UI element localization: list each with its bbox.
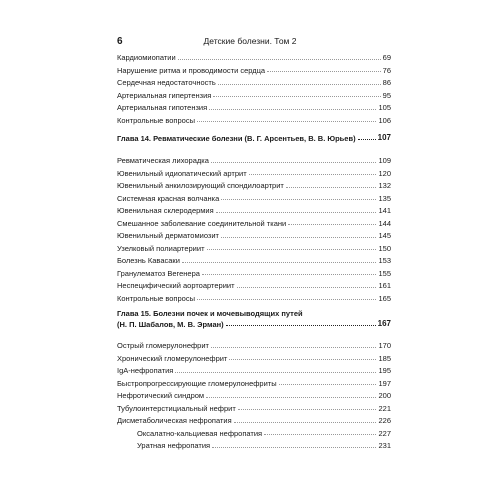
- chapter-title-line1: Глава 15. Болезни почек и мочевыводящих путей: [117, 309, 303, 318]
- toc-entry-page: 161: [378, 281, 391, 290]
- toc-entry: [117, 265, 391, 278]
- toc-entry: [117, 437, 391, 450]
- dot-leader: [197, 299, 377, 300]
- toc-entry-title: Оксалатно-кальциевая нефропатия: [137, 428, 263, 438]
- toc-entry-title: Дисметаболическая нефропатия: [117, 416, 232, 425]
- toc-entry-page: 145: [378, 231, 391, 240]
- dot-leader: [238, 409, 377, 410]
- toc-entry: [117, 290, 391, 303]
- toc-group-3: [117, 337, 391, 425]
- chapter-14-heading: [117, 130, 391, 142]
- toc-entry-title: Артериальная гипотензия: [117, 103, 208, 112]
- toc-entry-page: 141: [378, 206, 391, 215]
- dot-leader: [249, 174, 377, 175]
- toc-entry-page: 231: [378, 441, 391, 450]
- toc-entry: [117, 350, 391, 363]
- chapter-page: 107: [377, 133, 391, 142]
- toc-entry-page: 76: [382, 65, 391, 75]
- dot-leader: [358, 139, 376, 140]
- toc-entry-page: 106: [378, 115, 391, 125]
- toc-entry: [117, 362, 391, 375]
- toc-entry-title: Контрольные вопросы: [117, 293, 195, 303]
- dot-leader: [221, 199, 376, 200]
- toc-entry-page: 165: [378, 293, 391, 303]
- dot-leader: [178, 59, 381, 60]
- toc-entry-title: Неспецифический аортоартериит: [117, 281, 235, 290]
- dot-leader: [221, 237, 377, 238]
- dot-leader: [207, 249, 377, 250]
- toc-group-1: [117, 49, 391, 124]
- toc-entry-title: Хронический гломерулонефрит: [117, 353, 228, 363]
- toc-entry: [117, 49, 391, 62]
- toc-entry-title: Смешанное заболевание соединительной ткани: [117, 218, 287, 228]
- toc-entry-page: 120: [378, 168, 391, 178]
- toc-entry-page: 155: [378, 268, 391, 278]
- dot-leader: [288, 224, 376, 225]
- toc-entry: [117, 425, 391, 438]
- chapter-title-line2: (Н. П. Шабалов, М. В. Эрман): [117, 319, 224, 329]
- toc-entry-title: Ювенильный дерматомиозит: [117, 231, 219, 240]
- toc-entry-title: Тубулоинтерстициальный нефрит: [117, 403, 236, 413]
- toc-entry-title: Болезнь Кавасаки: [117, 256, 180, 265]
- toc-entry: [117, 202, 391, 215]
- toc-entry-page: 227: [378, 428, 391, 438]
- toc-entry-page: 69: [382, 53, 391, 62]
- dot-leader: [175, 372, 376, 373]
- dot-leader: [237, 287, 377, 288]
- dot-leader: [211, 162, 377, 163]
- toc-entry-title: Узелковый полиартериит: [117, 243, 205, 253]
- toc-entry-title: Системная красная волчанка: [117, 193, 220, 203]
- chapter-title-line2-row: [117, 320, 391, 328]
- toc-entry-title: Ювенильный идиопатический артрит: [117, 168, 247, 178]
- toc-entry: [117, 99, 391, 112]
- dot-leader: [267, 71, 381, 72]
- page-number: 6: [117, 36, 123, 47]
- toc-entry: [117, 252, 391, 265]
- toc-entry: [117, 112, 391, 125]
- toc-entry: [117, 277, 391, 290]
- toc-entry-title: Артериальная гипертензия: [117, 90, 212, 100]
- toc-entry: [117, 227, 391, 240]
- toc-entry-page: 132: [378, 181, 391, 190]
- toc-entry: [117, 74, 391, 87]
- dot-leader: [234, 422, 377, 423]
- toc-entry: [117, 337, 391, 350]
- toc-entry-page: 144: [378, 218, 391, 228]
- toc-entry-title: Острый гломерулонефрит: [117, 341, 209, 350]
- chapter-15-heading: [117, 309, 391, 328]
- dot-leader: [229, 359, 376, 360]
- toc-group-2: [117, 152, 391, 302]
- toc-entry-page: 226: [378, 416, 391, 425]
- toc-entry-page: 105: [378, 103, 391, 112]
- dot-leader: [286, 187, 377, 188]
- dot-leader: [211, 347, 377, 348]
- toc-entry-title: IgA-нефропатия: [117, 366, 174, 375]
- toc-entry-title: Кардиомиопатии: [117, 53, 176, 62]
- toc-entry-title: Быстропрогрессирующие гломерулонефриты: [117, 378, 277, 388]
- toc-group-3-sub: [117, 425, 391, 450]
- dot-leader: [264, 434, 376, 435]
- toc-entry-title: Нарушение ритма и проводимости сердца: [117, 65, 266, 75]
- dot-leader: [202, 274, 377, 275]
- toc-entry-title: Ювенильная склеродермия: [117, 206, 214, 215]
- toc-entry-page: 170: [378, 341, 391, 350]
- toc-entry-page: 153: [378, 256, 391, 265]
- dot-leader: [212, 447, 376, 448]
- toc-entry-title: Нефротический синдром: [117, 391, 205, 400]
- dot-leader: [197, 121, 377, 122]
- toc-entry-page: 221: [378, 403, 391, 413]
- chapter-title: Глава 14. Ревматические болезни (В. Г. Арсентьев, В. В. Юрьев): [117, 133, 356, 143]
- running-title: Детские болезни. Том 2: [203, 36, 297, 46]
- toc-entry: [117, 152, 391, 165]
- toc-entry-page: 95: [382, 90, 391, 100]
- dot-leader: [206, 397, 376, 398]
- dot-leader: [279, 384, 377, 385]
- table-of-contents: [117, 49, 391, 450]
- toc-entry: [117, 190, 391, 203]
- toc-entry: [117, 62, 391, 75]
- toc-entry: [117, 400, 391, 413]
- toc-entry-page: 109: [378, 156, 391, 165]
- toc-entry-page: 86: [382, 78, 391, 87]
- chapter-page: 167: [377, 319, 391, 328]
- toc-entry: [117, 165, 391, 178]
- toc-entry-page: 197: [378, 378, 391, 388]
- dot-leader: [216, 212, 377, 213]
- toc-entry-page: 135: [378, 193, 391, 203]
- dot-leader: [218, 84, 381, 85]
- dot-leader: [213, 96, 380, 97]
- toc-entry-page: 150: [378, 243, 391, 253]
- toc-entry: [117, 375, 391, 388]
- toc-entry: [117, 215, 391, 228]
- toc-entry: [117, 412, 391, 425]
- toc-entry-title: Ревматическая лихорадка: [117, 156, 209, 165]
- toc-entry: [117, 240, 391, 253]
- toc-entry-page: 200: [378, 391, 391, 400]
- toc-entry: [117, 387, 391, 400]
- toc-entry: [117, 87, 391, 100]
- toc-entry: [117, 177, 391, 190]
- dot-leader: [226, 325, 376, 326]
- toc-entry-title: Контрольные вопросы: [117, 115, 195, 125]
- toc-entry-page: 195: [378, 366, 391, 375]
- toc-entry-title: Сердечная недостаточность: [117, 78, 216, 87]
- toc-entry-page: 185: [378, 353, 391, 363]
- dot-leader: [182, 262, 377, 263]
- toc-entry-title: Гранулематоз Вегенера: [117, 268, 200, 278]
- dot-leader: [209, 109, 376, 110]
- toc-entry-title: Ювенильный анкилозирующий спондилоартрит: [117, 181, 284, 190]
- toc-entry-title: Уратная нефропатия: [137, 441, 211, 450]
